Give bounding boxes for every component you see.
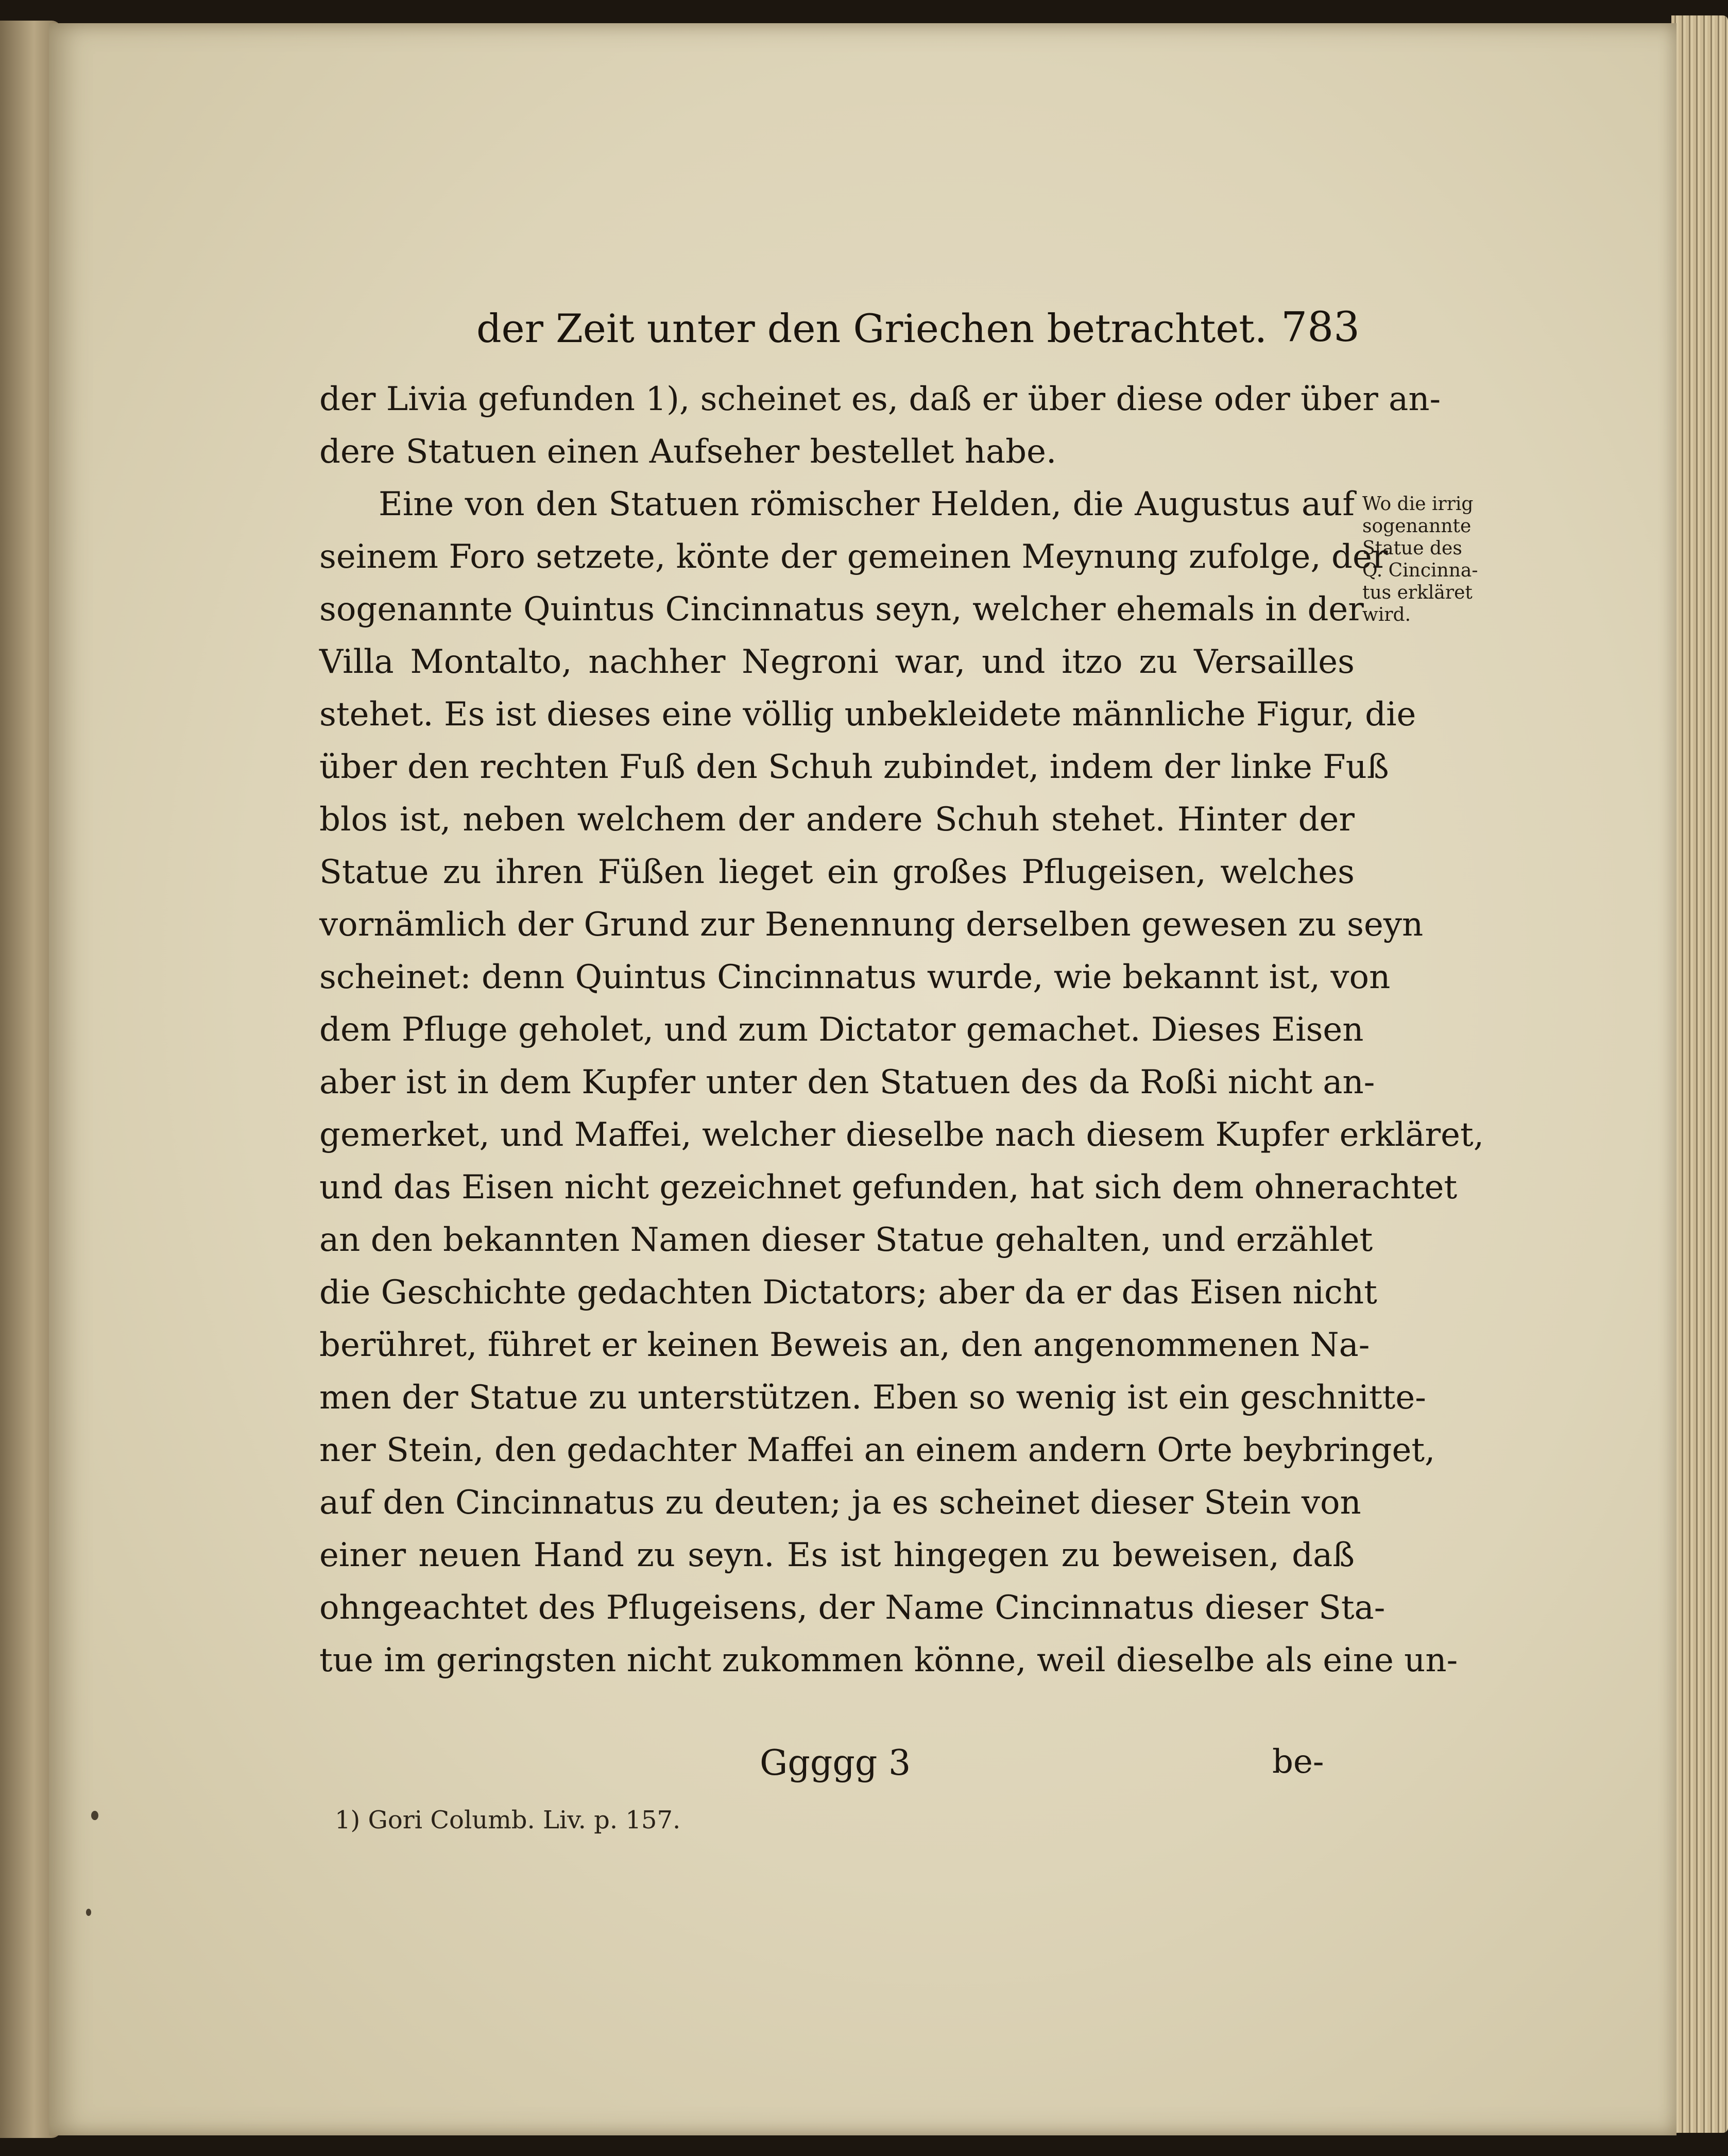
body-line: und das Eisen nicht gezeichnet gefunden, hat sich dem ohnerachtet	[319, 1168, 1458, 1207]
page-stack-edges	[1671, 15, 1728, 2133]
paper-speck	[86, 1909, 91, 1916]
body-line: berühret, führet er keinen Beweis an, den angenommenen Na-	[319, 1326, 1370, 1364]
body-line: über den rechten Fuß den Schuh zubindet, indem der linke Fuß	[319, 748, 1389, 786]
page-number: 783	[1281, 303, 1360, 351]
footnote: 1) Gori Columb. Liv. p. 157.	[335, 1806, 681, 1835]
body-line: an den bekannten Namen dieser Statue gehalten, und erzählet	[319, 1221, 1373, 1259]
marginal-note-line: sogenannte	[1362, 516, 1472, 537]
body-line: ohngeachtet des Pflugeisens, der Name Cincinnatus dieser Sta-	[319, 1589, 1385, 1627]
body-line: men der Statue zu unterstützen. Eben so wenig ist ein geschnitte-	[319, 1379, 1426, 1417]
marginal-note-line: wird.	[1362, 604, 1411, 625]
body-line: gemerket, und Maffei, welcher dieselbe nach diesem Kupfer erkläret,	[319, 1116, 1484, 1154]
body-line: blos ist, neben welchem der andere Schuh stehet. Hinter der	[319, 801, 1355, 839]
body-line: ner Stein, den gedachter Maffei an einem andern Orte beybringet,	[319, 1431, 1435, 1469]
paper-speck	[91, 1811, 98, 1820]
body-line: scheinet: denn Quintus Cincinnatus wurde, wie bekannt ist, von	[319, 958, 1391, 996]
body-line: auf den Cincinnatus zu deuten; ja es scheinet dieser Stein von	[319, 1484, 1361, 1522]
body-line: dem Pfluge geholet, und zum Dictator gemachet. Dieses Eisen	[319, 1011, 1364, 1049]
marginal-note-line: Statue des	[1362, 538, 1462, 559]
body-line: sogenannte Quintus Cincinnatus seyn, welcher ehemals in der	[319, 590, 1364, 629]
body-line: dere Statuen einen Aufseher bestellet habe.	[319, 433, 1057, 471]
body-line: tue im geringsten nicht zukommen könne, weil dieselbe als eine un-	[319, 1641, 1458, 1679]
body-line: einer neuen Hand zu seyn. Es ist hingegen zu beweisen, daß	[319, 1536, 1355, 1574]
body-line: stehet. Es ist dieses eine völlig unbekleidete männliche Figur, die	[319, 695, 1416, 734]
marginal-note-line: Q. Cincinna-	[1362, 560, 1478, 581]
running-head: der Zeit unter den Griechen betrachtet.	[476, 305, 1267, 351]
body-line: aber ist in dem Kupfer unter den Statuen des da Roßi nicht an-	[319, 1063, 1375, 1101]
body-line: Statue zu ihren Füßen lieget ein großes Pflugeisen, welches	[319, 853, 1355, 891]
body-line: die Geschichte gedachten Dictators; aber da er das Eisen nicht	[319, 1274, 1377, 1312]
book-page	[49, 23, 1676, 2135]
signature-mark: Ggggg 3	[760, 1743, 911, 1784]
marginal-note-line: tus erkläret	[1362, 582, 1473, 603]
marginal-note-line: Wo die irrig	[1362, 494, 1474, 515]
body-line: Eine von den Statuen römischer Helden, die Augustus auf	[379, 485, 1355, 523]
catchword: be-	[1272, 1743, 1324, 1781]
body-line: der Livia gefunden 1), scheinet es, daß er über diese oder über an-	[319, 380, 1441, 418]
body-line: Villa Montalto, nachher Negroni war, und itzo zu Versailles	[319, 643, 1355, 681]
body-line: vornämlich der Grund zur Benennung derselben gewesen zu seyn	[319, 906, 1424, 944]
body-line: seinem Foro setzete, könte der gemeinen Meynung zufolge, der	[319, 538, 1388, 576]
